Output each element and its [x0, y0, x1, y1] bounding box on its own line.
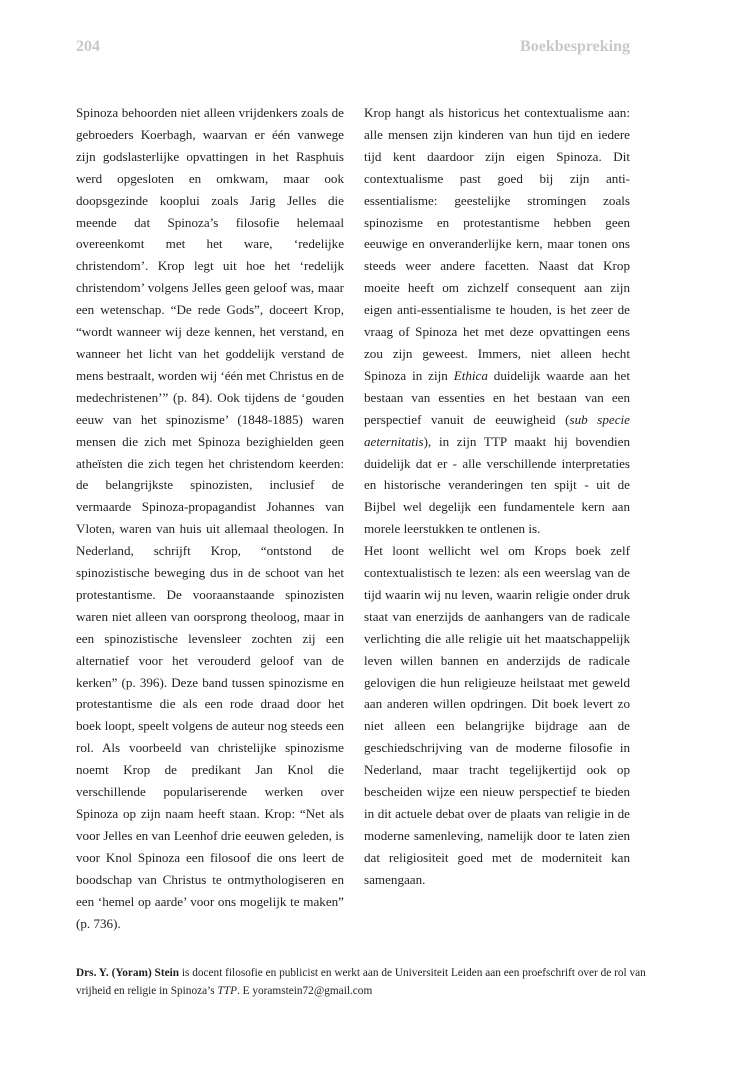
- page-header: [76, 38, 630, 68]
- footnote-italic-ref: TTP: [217, 984, 237, 997]
- footnote-text-after: . E yoramstein72@gmail.com: [236, 984, 373, 997]
- right-column: [364, 102, 630, 891]
- text-run: duidelijk waarde aan het bestaan van essenties en het bestaan van een perspectief vanuit de eeuwigheid (: [364, 367, 630, 427]
- text-run: ), in zijn TTP maakt hij bovendien duidelijk dat er - alle verschillende interpretaties en historische veranderingen ten spijt - uit de Bijbel wel degelijk een fundamentele kern aan morele leerstukken te ontlenen is.: [364, 433, 630, 537]
- text-run: Het loont wellicht wel om Krops boek zelf contextualistisch te lezen: als een weerslag van de tijd waarin wij nu leven, waarin religie onder druk staat van enerzijds de aanhangers van de radicale verlichting die alle religie uit het maatschappelijk leven willen bannen en anderzijds de radicale gelovigen die hun religieuze heilstaat met geweld aan anderen willen opdringen. Dit boek levert zo niet alleen een belangrijke bijdrage aan de geschiedschrijving van de moderne filosofie in Nederland, maar tracht tegelijkertijd ook op bescheiden wijze een nieuw perspectief te bieden in dit actuele debat over de plaats van religie in de moderne samenleving, namelijk door te laten zien dat religiositeit goed met de moderniteit kan samengaan.: [364, 543, 630, 887]
- page-number: 204: [76, 38, 100, 55]
- footnote-text-before: is docent filosofie en publicist en werkt aan de Universiteit Leiden aan een proefschrift over de rol van vrijheid en religie in Spinoza’s: [76, 967, 646, 997]
- text-run: Spinoza behoorden niet alleen vrijdenkers zoals de gebroeders Koerbagh, waarvan er één vanwege zijn godslasterlijke opvattingen in het Rasphuis werd opgesloten en omkwam, maar ook doopsgezinde kooplui zoals Jarig Jelles die meende dat Spinoza’s filosofie helemaal overeenkomt met het ware, ‘redelijke christendom’. Krop legt uit hoe het ‘redelijk christendom’ volgens Jelles geen geloof was, maar een wetenschap. “De rede Gods”, doceert Krop, “wordt wanneer wij deze kennen, het verstand, en wanneer het licht van het goddelijk verstand de mens bestraalt, worden wij ‘één met Christus en de medechristenen’” (p. 84). Ook tijdens de ‘gouden eeuw van het spinozisme’ (1848-1885) waren mensen die zich met Spinoza bezighielden geen atheïsten die zich tegen het christendom keerden: de belangrijkste spinozisten, inclusief de vermaarde Spinoza-propagandist Johannes van Vloten, waren van huis uit allemaal theologen. In Nederland, schrijft Krop, “ontstond de spinozistische beweging dus in de schoot van het protestantisme. De vooraanstaande spinozisten waren niet alleen van oorsprong theoloog, maar in een spinozistische levensleer zochten zij een alternatief voor het verouderd geloof van de kerken” (p. 396). Deze band tussen spinozisme en protestantisme die als een rode draad door het boek loopt, speelt volgens de auteur nog steeds een rol. Als voorbeeld van christelijke spinozisme noemt Krop de predikant Jan Knol die verschillende populariserende werken over Spinoza op zijn naam heeft staan. Krop: “Net als voor Jelles en van Leenhof drie eeuwen geleden, is voor Knol Spinoza een filosoof die ons leert de boodschap van Christus te ontmythologiseren en een ‘hemel op aarde’ voor ons mogelijk te maken” (p. 736).: [76, 105, 344, 931]
- author-footnote: [76, 965, 646, 1000]
- italic-text: Ethica: [453, 367, 488, 383]
- text-run: Krop hangt als historicus het contextualisme aan: alle mensen zijn kinderen van hun tijd en iedere tijd kent daardoor zijn eigen Spinoza. Dit contextualisme past goed bij zijn anti-essentialisme: geestelijke stromingen zoals spinozisme en protestantisme hebben geen eeuwige en onveranderlijke kern, maar tonen ons steeds weer andere facetten. Naast dat Krop moeite heeft om zichzelf consequent aan zijn eigen anti-essentialisme te houden, is het zeer de vraag of Spinoza het met deze opvattingen eens zou zijn geweest. Immers, niet alleen hecht Spinoza in zijn: [364, 105, 630, 383]
- author-name: Drs. Y. (Yoram) Stein: [76, 967, 180, 979]
- running-title: Boekbespreking: [520, 38, 630, 55]
- left-column: [76, 102, 344, 934]
- paragraph: [364, 540, 630, 891]
- paragraph: [76, 102, 344, 934]
- italic-text: sub specie aeternitatis: [364, 411, 630, 449]
- paragraph: [364, 102, 630, 540]
